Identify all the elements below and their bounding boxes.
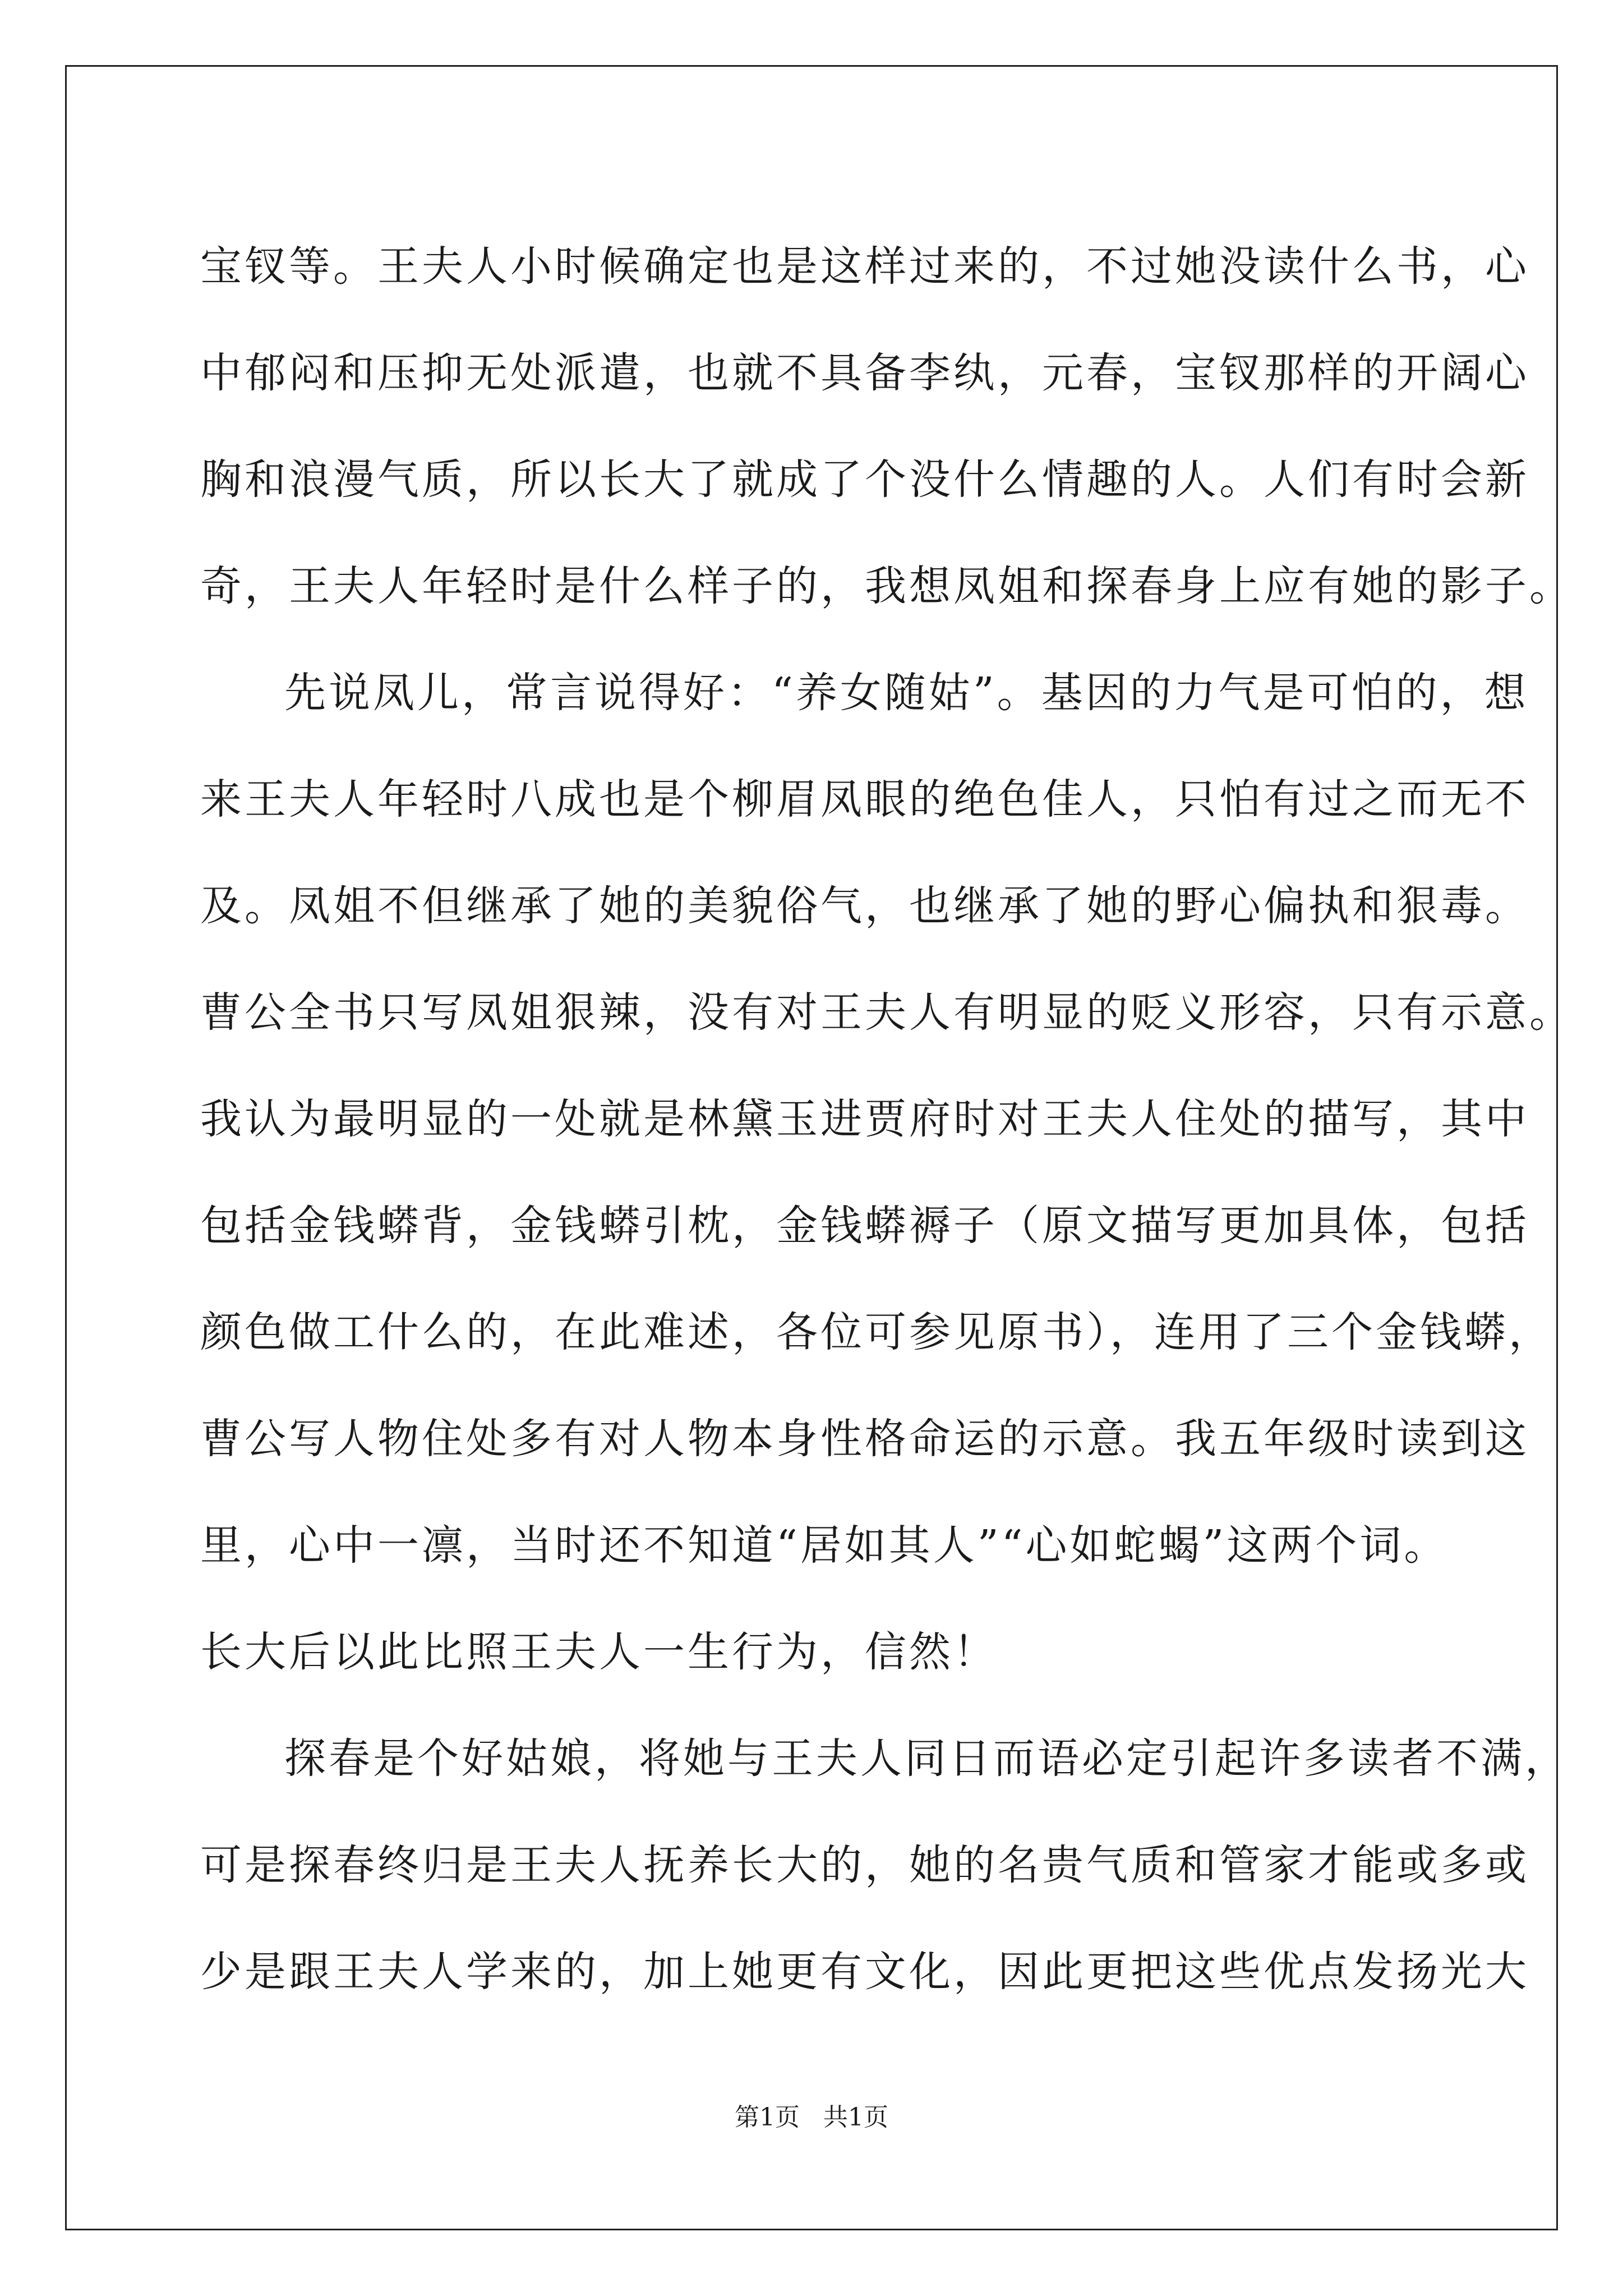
text-line-17: 少是跟王夫人学来的，加上她更有文化，因此更把这些优点发扬光大	[200, 1948, 1529, 1996]
text-line-10: 包括金钱蟒背，金钱蟒引枕，金钱蟒褥子（原文描写更加具体，包括	[200, 1202, 1529, 1250]
text-line-11: 颜色做工什么的，在此难述，各位可参见原书），连用了三个金钱蟒，	[200, 1308, 1553, 1356]
text-line-15-paragraph-start: 探春是个好姑娘，将她与王夫人同日而语必定引起许多读者不满，	[284, 1734, 1569, 1783]
text-line-9: 我认为最明显的一处就是林黛玉进贾府时对王夫人住处的描写，其中	[200, 1095, 1529, 1143]
page-number-footer: 第1页 共1页	[735, 2103, 888, 2132]
document-body	[200, 213, 1574, 2025]
text-line-6: 来王夫人年轻时八成也是个柳眉凤眼的绝色佳人，只怕有过之而无不	[200, 775, 1529, 823]
text-line-7: 及。凤姐不但继承了她的美貌俗气，也继承了她的野心偏执和狠毒。	[200, 882, 1529, 930]
text-line-12: 曹公写人物住处多有对人物本身性格命运的示意。我五年级时读到这	[200, 1415, 1529, 1463]
text-line-14: 长大后以此比照王夫人一生行为，信然！	[200, 1628, 998, 1676]
text-line-4: 奇，王夫人年轻时是什么样子的，我想凤姐和探春身上应有她的影子。	[200, 562, 1574, 610]
text-line-2: 中郁闷和压抑无处派遣，也就不具备李纨，元春，宝钗那样的开阔心	[200, 349, 1529, 397]
text-line-5-paragraph-start: 先说凤儿，常言说得好：“养女随姑”。基因的力气是可怕的，想	[284, 669, 1529, 717]
text-line-16: 可是探春终归是王夫人抚养长大的，她的名贵气质和管家才能或多或	[200, 1841, 1529, 1889]
text-line-1: 宝钗等。王夫人小时候确定也是这样过来的，不过她没读什么书，心	[200, 242, 1529, 291]
text-line-13: 里，心中一凛，当时还不知道“居如其人”“心如蛇蝎”这两个词。	[200, 1521, 1449, 1570]
text-line-3: 胸和浪漫气质，所以长大了就成了个没什么情趣的人。人们有时会新	[200, 455, 1529, 504]
text-line-8: 曹公全书只写凤姐狠辣，没有对王夫人有明显的贬义形容，只有示意。	[200, 988, 1574, 1037]
